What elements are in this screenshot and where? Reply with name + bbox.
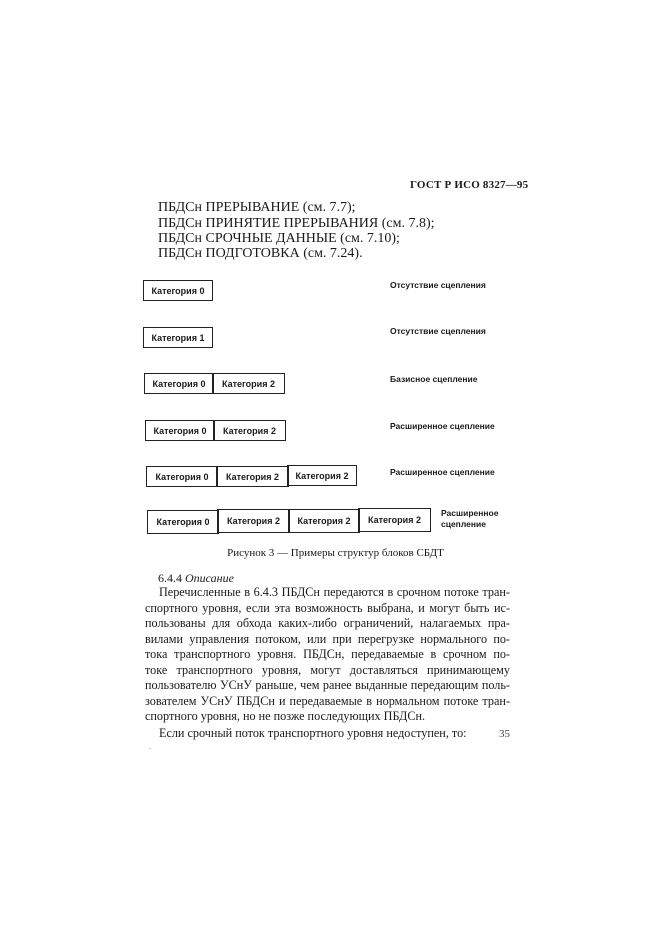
paragraph-line: Перечисленные в 6.4.3 ПБДСн передаются в срочном потоке тран- (159, 585, 510, 599)
scan-speck: . (149, 742, 151, 751)
body-paragraph-2: Если срочный поток транспортного уровня недоступен, то: (159, 726, 467, 740)
figure-caption: Рисунок 3 — Примеры структур блоков СБДТ (227, 547, 444, 559)
category-0-block: Категория 0 (146, 466, 218, 487)
row-label: Отсутствие сцепления (390, 326, 486, 336)
category-2-block: Категория 2 (213, 420, 286, 441)
paragraph-line: спортного уровня, но не позже последующих ПБДСн. (145, 709, 426, 723)
category-2-block: Категория 2 (216, 466, 289, 487)
paragraph-line: пользованы для обхода каких-либо ограничений, налагаемых пра- (145, 616, 510, 630)
category-2-block: Категория 2 (287, 465, 357, 486)
paragraph-line: вилами управления потоком, или при перегрузке нормального по- (145, 631, 510, 646)
section-number: 6.4.4 (158, 571, 182, 585)
section-title: Описание (185, 571, 234, 585)
row-label-line-2: сцепление (441, 519, 486, 529)
paragraph-line: тока транспортного уровня. ПБДСн, передаваемые в срочном по- (145, 647, 510, 661)
category-2-block: Категория 2 (212, 373, 285, 394)
category-1-block: Категория 1 (143, 327, 213, 348)
service-list-item: ПБДСн ПОДГОТОВКА (см. 7.24). (158, 246, 363, 261)
row-label: Отсутствие сцепления (390, 280, 486, 290)
row-label: Базисное сцепление (390, 374, 478, 384)
service-list-item: ПБДСн ПРИНЯТИЕ ПРЕРЫВАНИЯ (см. 7.8); (158, 216, 435, 231)
section-heading (158, 571, 234, 586)
category-2-block: Категория 2 (288, 509, 360, 533)
paragraph-line: токе транспортного уровня, могут доставляться принимающему (145, 662, 510, 677)
category-0-block: Категория 0 (145, 420, 215, 441)
category-0-block: Категория 0 (144, 373, 214, 394)
row-label-line-1: Расширенное (441, 508, 499, 518)
row-label: Расширенное сцепление (390, 467, 495, 477)
category-0-block: Категория 0 (147, 510, 219, 534)
document-header: ГОСТ Р ИСО 8327—95 (410, 179, 529, 191)
service-list-item: ПБДСн СРОЧНЫЕ ДАННЫЕ (см. 7.10); (158, 231, 400, 246)
category-0-block: Категория 0 (143, 280, 213, 301)
paragraph-line: спортного уровня, если эта возможность выбрана, и могут быть ис- (145, 600, 510, 615)
paragraph-line: пользователю УСнУ раньше, чем ранее выданные передающим поль- (145, 678, 510, 692)
service-list-item: ПБДСн ПРЕРЫВАНИЕ (см. 7.7); (158, 200, 356, 215)
category-2-block: Категория 2 (217, 509, 290, 533)
category-2-block: Категория 2 (358, 508, 431, 532)
body-paragraph-1 (145, 585, 510, 725)
row-label: Расширенное сцепление (390, 421, 495, 431)
paragraph-line: зователем УСнУ ПБДСн и передаваемые в нормальном потоке тран- (145, 693, 510, 708)
page-number: 35 (499, 728, 510, 740)
